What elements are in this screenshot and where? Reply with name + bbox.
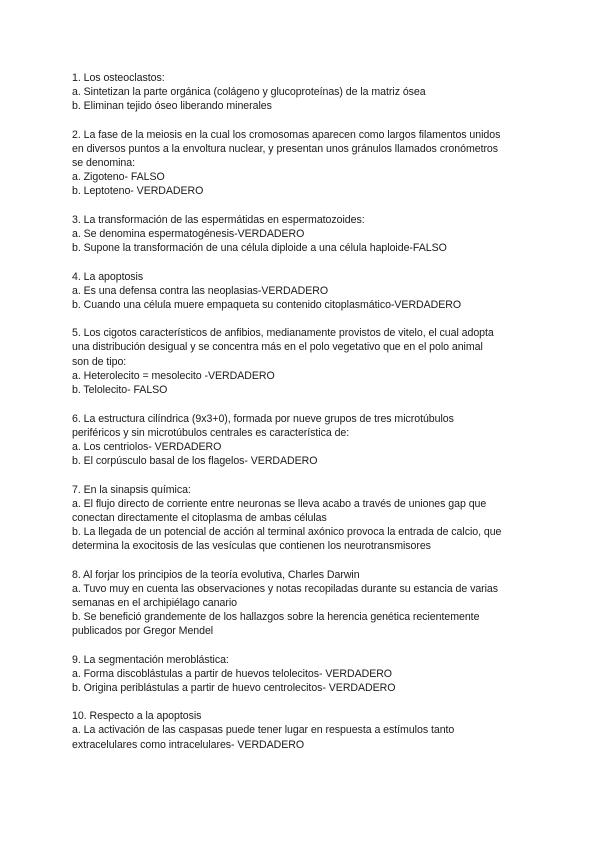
answer-option-line: semanas en el archipiélago canario xyxy=(72,596,237,609)
answer-option-line: b. Se benefició grandemente de los hallazgos sobre la herencia genética recientemente xyxy=(72,610,480,623)
answer-option xyxy=(72,681,542,695)
answer-option-line: b. Supone la transformación de una célula diploide a una célula haploide-FALSO xyxy=(72,241,447,254)
answer-option-line: a. Zigoteno- FALSO xyxy=(72,171,165,184)
answer-option-line: a. Tuvo muy en cuenta las observaciones y notas recopiladas durante su estancia de varias xyxy=(72,582,499,595)
answer-option-line: b. Origina periblástulas a partir de huevo centrolecitos- VERDADERO xyxy=(72,681,396,694)
answer-option-line: a. El flujo directo de corriente entre neuronas se lleva acabo a través de uniones gap que xyxy=(72,497,487,510)
answer-option xyxy=(72,284,542,298)
question-stem-line: se denomina: xyxy=(72,156,136,169)
question-6 xyxy=(72,412,542,468)
answer-option xyxy=(72,497,542,525)
question-5 xyxy=(72,326,542,396)
answer-option xyxy=(72,440,542,454)
answer-option xyxy=(72,184,542,198)
answer-option xyxy=(72,610,542,638)
answer-option-line: publicados por Gregor Mendel xyxy=(72,625,214,637)
answer-option-line: extracelulares como intracelulares- VERDADERO xyxy=(72,738,305,751)
answer-option xyxy=(72,525,542,553)
document-page xyxy=(72,71,542,766)
question-stem-line: son de tipo: xyxy=(72,355,127,368)
question-stem-line: en diversos puntos a la envoltura nuclear, y presentan unos gránulos llamados cronómetros xyxy=(72,142,499,155)
answer-option-line: b. Eliminan tejido óseo liberando minerales xyxy=(72,100,272,113)
question-7 xyxy=(72,483,542,553)
question-stem-line: 2. La fase de la meiosis en la cual los cromosomas aparecen como largos filamentos unidos xyxy=(72,128,501,141)
answer-option xyxy=(72,241,542,255)
question-stem-line: 3. La transformación de las espermátidas en espermatozoides: xyxy=(72,213,365,226)
answer-option-line: determina la exocitosis de las vesículas que contienen los neurotransmisores xyxy=(72,540,431,553)
question-3 xyxy=(72,213,542,255)
question-stem-line: 8. Al forjar los principios de la teoría evolutiva, Charles Darwin xyxy=(72,568,360,581)
answer-option xyxy=(72,298,542,312)
question-2 xyxy=(72,128,542,198)
question-9 xyxy=(72,653,542,695)
question-10 xyxy=(72,709,542,751)
question-stem-line: 6. La estructura cilíndrica (9x3+0), formada por nueve grupos de tres microtúbulos xyxy=(72,412,454,425)
answer-option-line: conectan directamente el citoplasma de ambas células xyxy=(72,511,327,524)
question-1 xyxy=(72,71,542,113)
answer-option-line: b. El corpúsculo basal de los flagelos- VERDADERO xyxy=(72,455,318,468)
question-4 xyxy=(72,270,542,312)
answer-option-line: b. La llegada de un potencial de acción al terminal axónico provoca la entrada de calcio, que xyxy=(72,525,502,538)
answer-option xyxy=(72,723,542,751)
question-stem-line: 4. La apoptosis xyxy=(72,270,144,283)
answer-option-line: b. Telolecito- FALSO xyxy=(72,383,168,396)
answer-option-line: a. Forma discoblástulas a partir de huevos telolecitos- VERDADERO xyxy=(72,667,392,680)
question-8 xyxy=(72,568,542,638)
question-stem-line: 9. La segmentación meroblástica: xyxy=(72,653,229,666)
question-stem-line: 5. Los cigotos característicos de anfibios, medianamente provistos de vitelo, el cual adopta xyxy=(72,327,494,340)
answer-option xyxy=(72,227,542,241)
answer-option-line: a. Heterolecito = mesolecito -VERDADERO xyxy=(72,369,275,382)
answer-option xyxy=(72,170,542,184)
question-stem-line: periféricos y sin microtúbulos centrales es característica de: xyxy=(72,426,350,439)
answer-option-line: a. La activación de las caspasas puede tener lugar en respuesta a estímulos tanto xyxy=(72,724,455,737)
question-stem-line: una distribución desigual y se concentra más en el polo vegetativo que en el polo animal xyxy=(72,341,483,354)
answer-option xyxy=(72,667,542,681)
answer-option xyxy=(72,85,542,99)
answer-option-line: a. Los centriolos- VERDADERO xyxy=(72,440,222,453)
answer-option-line: a. Se denomina espermatogénesis-VERDADERO xyxy=(72,227,305,240)
answer-option xyxy=(72,99,542,113)
answer-option xyxy=(72,582,542,610)
answer-option xyxy=(72,454,542,468)
question-stem-line: 7. En la sinapsis química: xyxy=(72,483,191,496)
answer-option-line: b. Leptoteno- VERDADERO xyxy=(72,185,204,198)
answer-option-line: a. Es una defensa contra las neoplasias-VERDADERO xyxy=(72,284,329,297)
question-stem-line: 10. Respecto a la apoptosis xyxy=(72,710,202,723)
answer-option-line: b. Cuando una célula muere empaqueta su contenido citoplasmático-VERDADERO xyxy=(72,298,462,311)
answer-option-line: a. Sintetizan la parte orgánica (colágeno y glucoproteínas) de la matriz ósea xyxy=(72,86,426,99)
answer-option xyxy=(72,369,542,383)
answer-option xyxy=(72,383,542,397)
question-stem-line: 1. Los osteoclastos: xyxy=(72,72,165,84)
